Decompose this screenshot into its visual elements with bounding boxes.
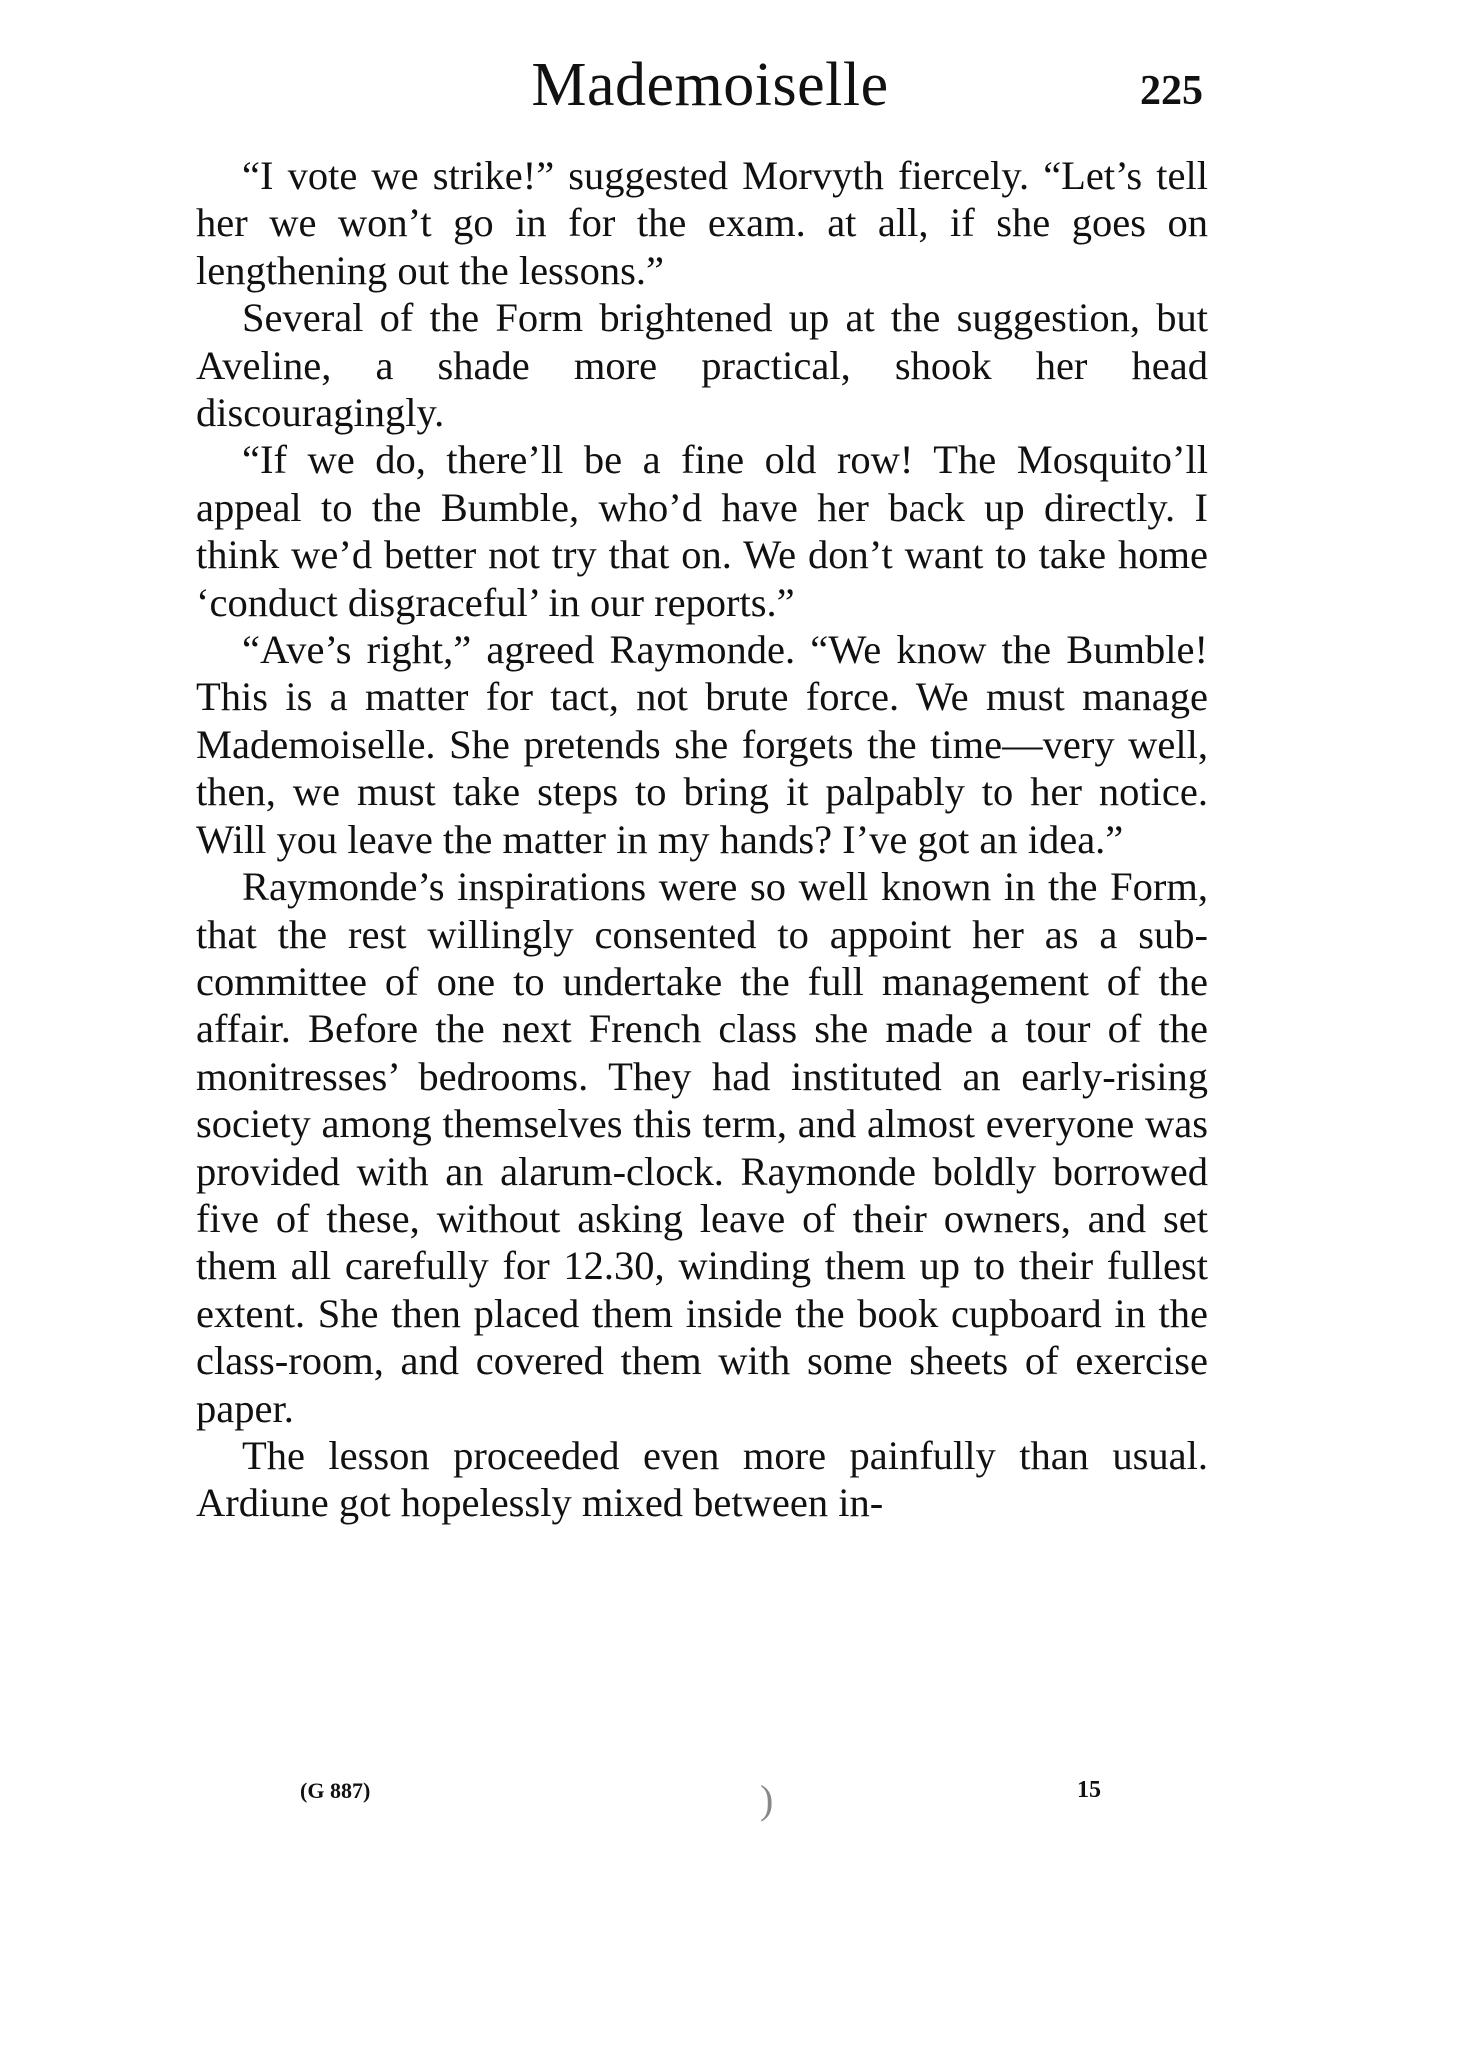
- running-title: Mademoiselle: [531, 51, 889, 119]
- page-number: 225: [1140, 68, 1203, 114]
- sheet-number: 15: [1077, 1777, 1101, 1803]
- paragraph: The lesson proceeded even more painfully than usual. Ardiune got hopelessly mixed between in-: [196, 1432, 1208, 1526]
- body-text: [196, 152, 1208, 1527]
- paragraph: Raymonde’s inspirations were so well known in the Form, that the rest willingly consented to appoint her as a sub-committee of one to undertake the full management of the affair. Before the next French class she made a tour of the monitresses’ bedrooms. They had instituted an early-rising society among themselves this term, and almost everyone was provided with an alarum-clock. Raymonde boldly borrowed five of these, without asking leave of their owners, and set them all carefully for 12.30, winding them up to their fullest extent. She then placed them inside the book cupboard in the class-room, and covered them with some sheets of exercise paper.: [196, 864, 1208, 1431]
- paragraph: “If we do, there’ll be a fine old row! The Mosquito’ll appeal to the Bumble, who’d have her back up directly. I think we’d better not try that on. We don’t want to take home ‘conduct disgraceful’ in our reports.”: [196, 437, 1208, 625]
- signature-mark: (G 887): [300, 1778, 371, 1803]
- paragraph: “I vote we strike!” suggested Morvyth fiercely. “Let’s tell her we won’t go in for the exam. at all, if she goes on lengthening out the lessons.”: [196, 153, 1208, 293]
- paragraph: “Ave’s right,” agreed Raymonde. “We know the Bumble! This is a matter for tact, not brute force. We must manage Mademoiselle. She pretends she forgets the time—very well, then, we must take steps to bring it palpably to her notice. Will you leave the matter in my hands? I’ve got an idea.”: [196, 627, 1208, 862]
- paper-speck-mark: ): [760, 1777, 774, 1822]
- paragraph: Several of the Form brightened up at the suggestion, but Aveline, a shade more practical, shook her head discouragingly.: [196, 295, 1208, 436]
